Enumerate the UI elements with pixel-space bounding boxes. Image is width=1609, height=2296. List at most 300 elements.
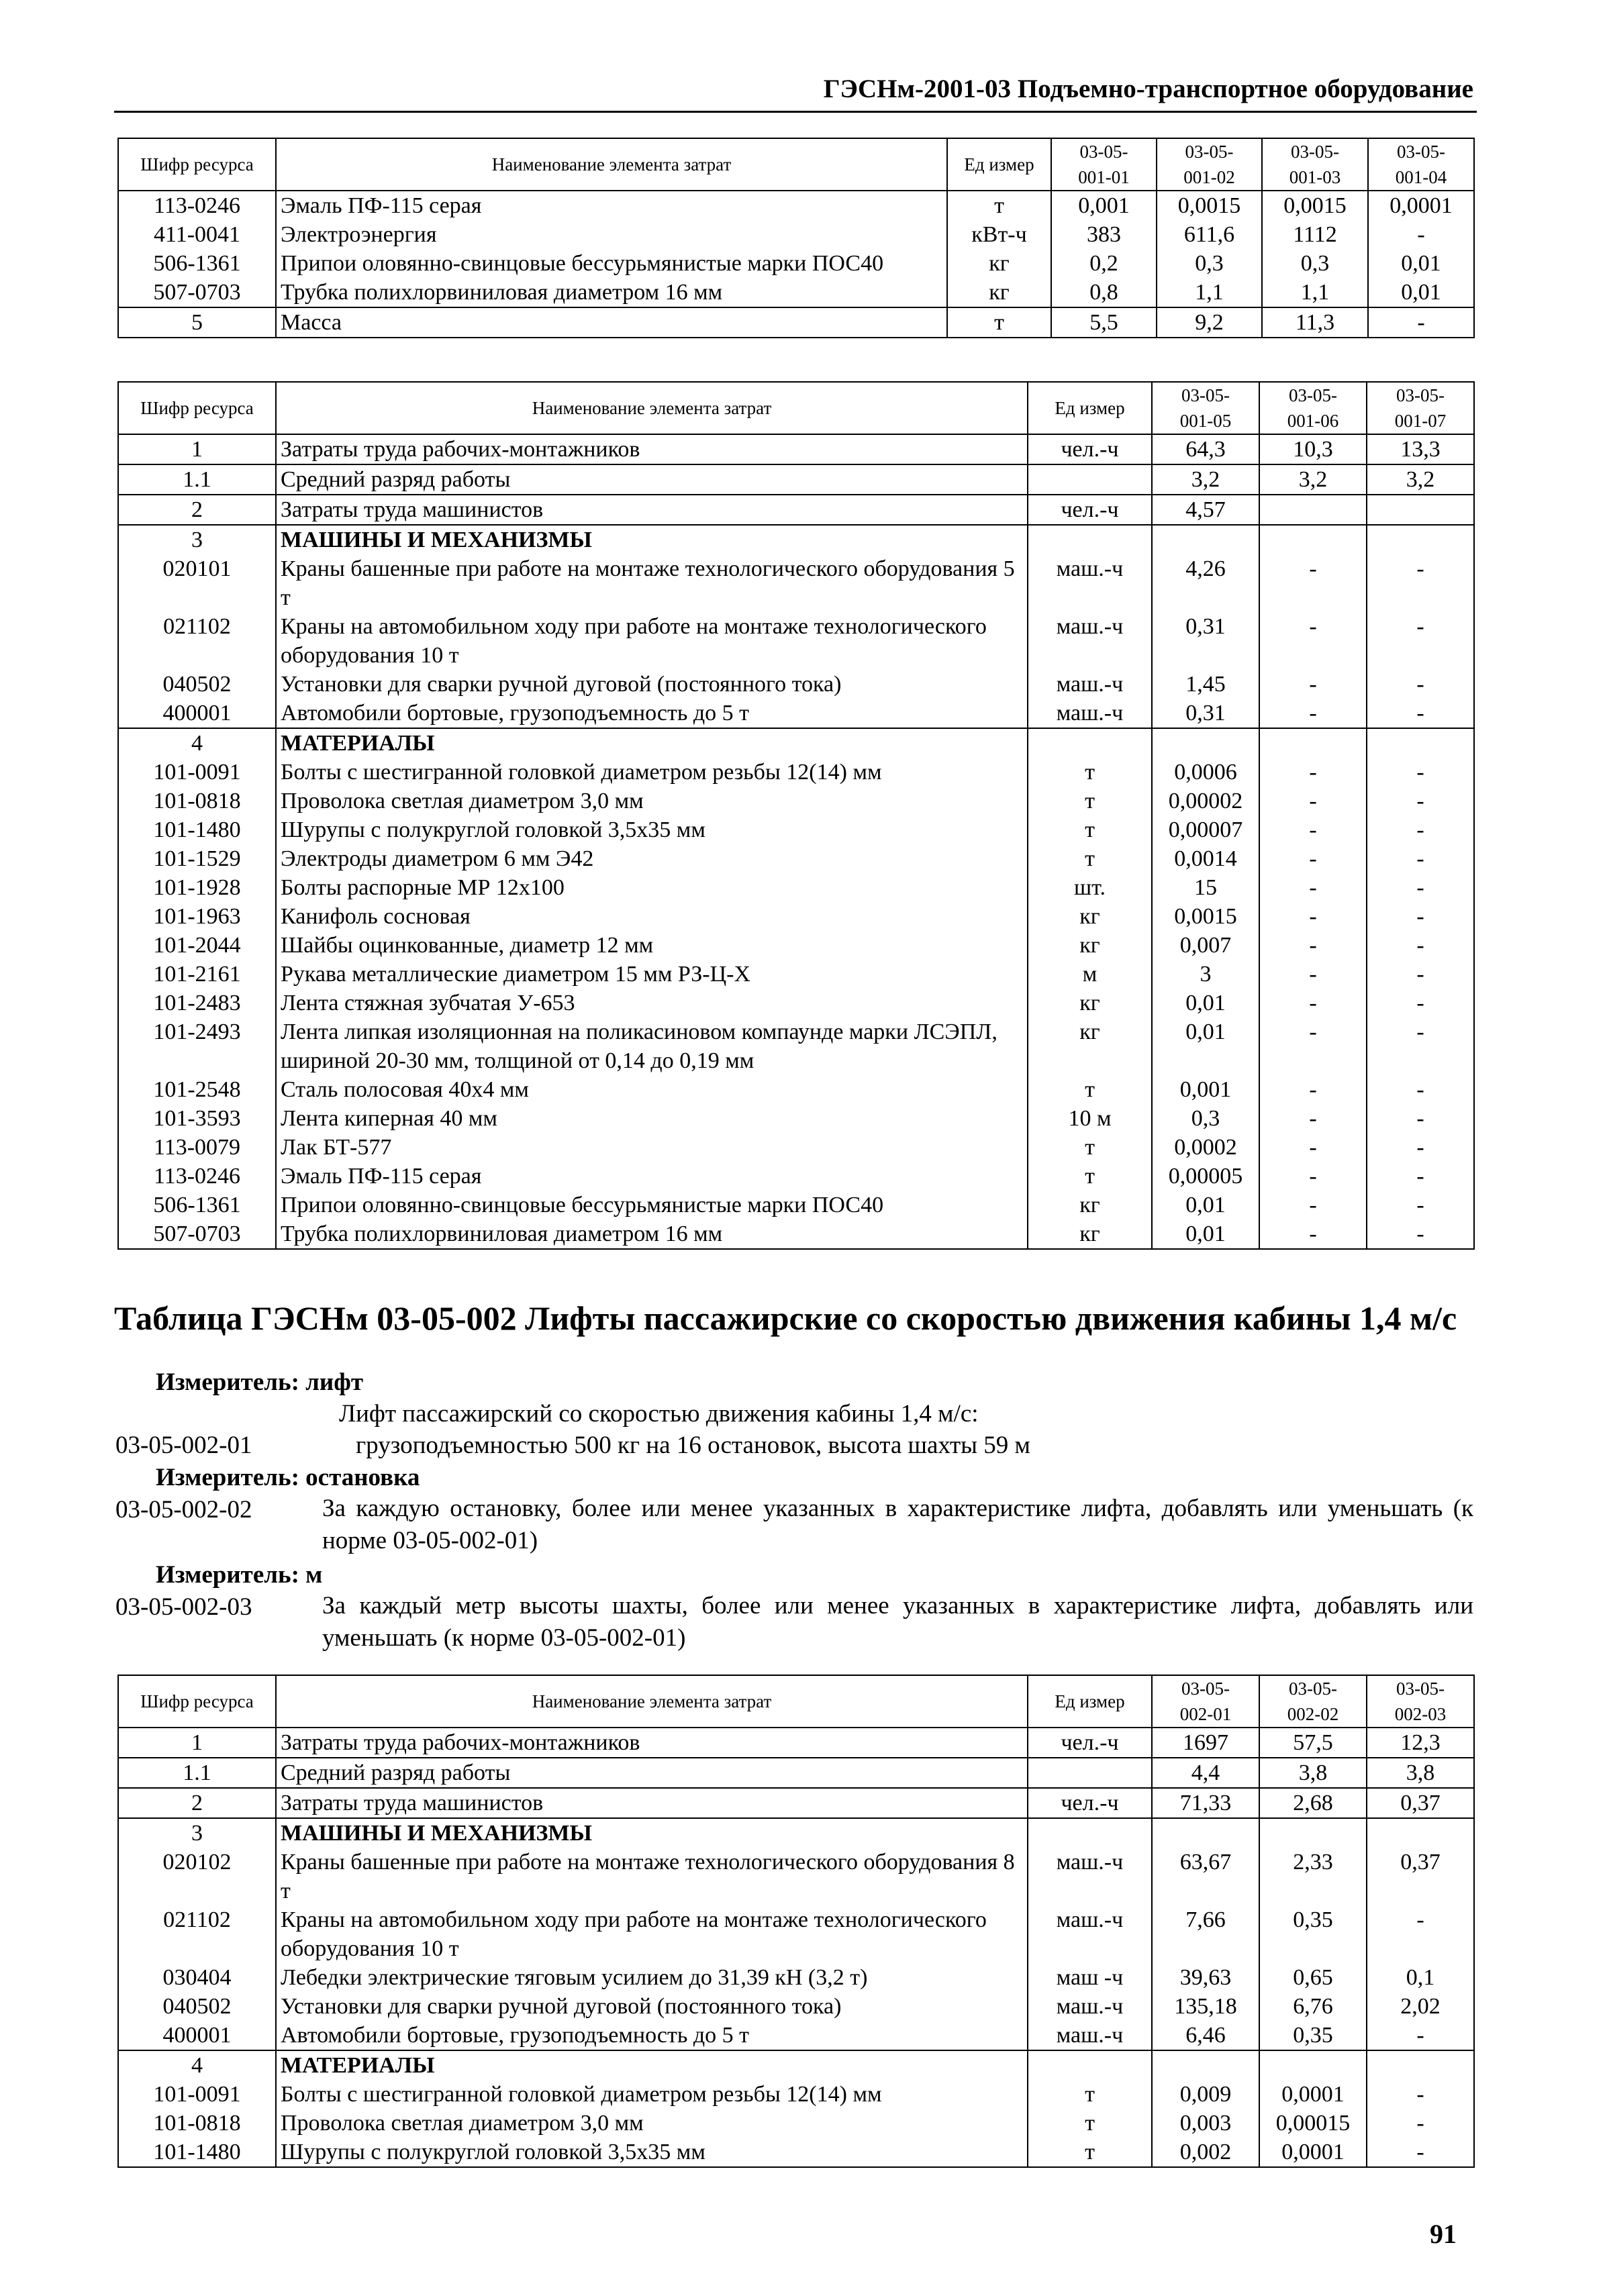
- norm-value: 0,65: [1259, 1963, 1367, 1992]
- norm-value: [1259, 2050, 1367, 2080]
- norm-value: [1152, 525, 1259, 554]
- resource-name: Автомобили бортовые, грузоподъемность до 5 т: [276, 2021, 1028, 2050]
- norm-value: [1367, 728, 1474, 758]
- resource-name: Краны башенные при работе на монтаже технологического оборудования 8 т: [276, 1848, 1028, 1905]
- resource-code: 021102: [118, 1905, 276, 1963]
- resource-unit: чел.-ч: [1028, 495, 1152, 525]
- norm-value: -: [1259, 1017, 1367, 1075]
- resource-code: 3: [118, 1818, 276, 1848]
- norm-value: -: [1367, 989, 1474, 1017]
- table-row: [118, 1758, 1474, 1788]
- resource-table-001-05-07: [117, 381, 1475, 1250]
- norm-value: -: [1367, 699, 1474, 728]
- norm-value: 6,76: [1259, 1992, 1367, 2021]
- norm-value: 39,63: [1152, 1963, 1259, 1992]
- norm-value: -: [1259, 1133, 1367, 1162]
- resource-name: Установки для сварки ручной дуговой (постоянного тока): [276, 1992, 1028, 2021]
- header-norm-code: 03-05- 002-03: [1367, 1675, 1474, 1728]
- norm-value: 3,8: [1367, 1758, 1474, 1788]
- norm-value: -: [1259, 902, 1367, 931]
- table-row: [118, 787, 1474, 815]
- norm-value: 0,01: [1152, 1191, 1259, 1219]
- resource-code: 5: [118, 307, 276, 338]
- norm-value: -: [1367, 1162, 1474, 1191]
- resource-code: 101-1963: [118, 902, 276, 931]
- norm-value: 4,57: [1152, 495, 1259, 525]
- resource-name: Канифоль сосновая: [276, 902, 1028, 931]
- table-row: [118, 1992, 1474, 2021]
- norm-value: -: [1367, 758, 1474, 787]
- resource-unit: [1028, 728, 1152, 758]
- norm-value: 1697: [1152, 1728, 1259, 1758]
- table-row: [118, 1848, 1474, 1905]
- resource-name: Краны на автомобильном ходу при работе на монтаже технологического оборудования 10 т: [276, 1905, 1028, 1963]
- resource-unit: [1028, 2050, 1152, 2080]
- norm-value: -: [1259, 699, 1367, 728]
- norm-value: -: [1367, 2138, 1474, 2167]
- norm-value: 0,35: [1259, 1905, 1367, 1963]
- norm-value: -: [1259, 1104, 1367, 1133]
- norm-value: -: [1367, 960, 1474, 989]
- resource-unit: маш.-ч: [1028, 699, 1152, 728]
- norm-value: 4,26: [1152, 554, 1259, 612]
- resource-unit: маш.-ч: [1028, 1992, 1152, 2021]
- norm-value: -: [1259, 1162, 1367, 1191]
- norm-value: -: [1259, 670, 1367, 699]
- norm-code: 03-05-002-03: [115, 1593, 252, 1621]
- norm-value: 3,8: [1259, 1758, 1367, 1788]
- resource-code: 113-0246: [118, 1162, 276, 1191]
- norm-code: 03-05-002-01: [115, 1432, 252, 1459]
- resource-unit: [1028, 1758, 1152, 1788]
- table-row: [118, 758, 1474, 787]
- norm-value: -: [1367, 1104, 1474, 1133]
- resource-name: МАШИНЫ И МЕХАНИЗМЫ: [276, 525, 1028, 554]
- resource-unit: маш.-ч: [1028, 1848, 1152, 1905]
- table-row: [118, 844, 1474, 873]
- resource-unit: кг: [947, 249, 1051, 278]
- resource-code: 411-0041: [118, 220, 276, 249]
- table-row: [118, 1075, 1474, 1104]
- resource-name: Припои оловянно-свинцовые бессурьмянистые марки ПОС40: [276, 1191, 1028, 1219]
- norm-value: -: [1367, 1191, 1474, 1219]
- norm-value: -: [1259, 873, 1367, 902]
- resource-name: Затраты труда машинистов: [276, 495, 1028, 525]
- header-norm-code: 03-05- 001-04: [1368, 138, 1474, 191]
- norm-value: 0,37: [1367, 1788, 1474, 1818]
- resource-code: 506-1361: [118, 249, 276, 278]
- norm-value: -: [1367, 2080, 1474, 2109]
- norm-value: 0,0015: [1262, 191, 1368, 220]
- table-row: [118, 815, 1474, 844]
- norm-value: 0,3: [1152, 1104, 1259, 1133]
- meter-label: Измеритель:: [156, 1368, 299, 1396]
- table-row: [118, 249, 1474, 278]
- norm-value: 0,0001: [1368, 191, 1474, 220]
- resource-name: Проволока светлая диаметром 3,0 мм: [276, 787, 1028, 815]
- norm-value: 10,3: [1259, 434, 1367, 464]
- resource-name: Автомобили бортовые, грузоподъемность до 5 т: [276, 699, 1028, 728]
- norm-value: -: [1259, 787, 1367, 815]
- norm-value: -: [1367, 931, 1474, 960]
- resource-unit: кг: [1028, 1017, 1152, 1075]
- table-row: [118, 931, 1474, 960]
- resource-name: Шайбы оцинкованные, диаметр 12 мм: [276, 931, 1028, 960]
- resource-unit: т: [1028, 2109, 1152, 2138]
- norm-value: 135,18: [1152, 1992, 1259, 2021]
- norm-value: 2,33: [1259, 1848, 1367, 1905]
- resource-code: 4: [118, 728, 276, 758]
- table-row: [118, 989, 1474, 1017]
- table-row: [118, 278, 1474, 307]
- norm-value: 57,5: [1259, 1728, 1367, 1758]
- norm-value: 4,4: [1152, 1758, 1259, 1788]
- resource-name: Трубка полихлорвиниловая диаметром 16 мм: [276, 1219, 1028, 1249]
- norm-value: -: [1367, 2109, 1474, 2138]
- norm-value: 71,33: [1152, 1788, 1259, 1818]
- resource-code: 101-1529: [118, 844, 276, 873]
- norm-value: 1112: [1262, 220, 1368, 249]
- resource-name: МАШИНЫ И МЕХАНИЗМЫ: [276, 1818, 1028, 1848]
- norm-value: -: [1367, 670, 1474, 699]
- norm-value: -: [1367, 1133, 1474, 1162]
- meter-label: Измеритель:: [156, 1464, 299, 1491]
- norm-value: 2,68: [1259, 1788, 1367, 1818]
- norm-value: 0,37: [1367, 1848, 1474, 1905]
- norm-value: 15: [1152, 873, 1259, 902]
- resource-unit: [1028, 1818, 1152, 1848]
- norm-value: 1,45: [1152, 670, 1259, 699]
- resource-unit: маш -ч: [1028, 1963, 1152, 1992]
- table-row: [118, 1728, 1474, 1758]
- resource-table-001-01-04: [117, 138, 1475, 338]
- norm-value: 3,2: [1367, 464, 1474, 495]
- norm-value: 12,3: [1367, 1728, 1474, 1758]
- norm-value: [1367, 525, 1474, 554]
- resource-unit: чел.-ч: [1028, 1728, 1152, 1758]
- norm-value: -: [1367, 1075, 1474, 1104]
- norm-value: 0,01: [1152, 1017, 1259, 1075]
- norm-value: 0,001: [1152, 1075, 1259, 1104]
- resource-unit: чел.-ч: [1028, 434, 1152, 464]
- resource-name: МАТЕРИАЛЫ: [276, 2050, 1028, 2080]
- table-row: [118, 2109, 1474, 2138]
- norm-value: -: [1259, 554, 1367, 612]
- norm-value: 2,02: [1367, 1992, 1474, 2021]
- resource-name: Проволока светлая диаметром 3,0 мм: [276, 2109, 1028, 2138]
- resource-name: Установки для сварки ручной дуговой (постоянного тока): [276, 670, 1028, 699]
- norm-value: 0,003: [1152, 2109, 1259, 2138]
- resource-code: 4: [118, 2050, 276, 2080]
- header-name: Наименование элемента затрат: [276, 138, 947, 191]
- resource-code: 101-1480: [118, 815, 276, 844]
- norm-description: За каждую остановку, более или менее указанных в характеристике лифта, добавлять или уменьшать (к норме 03-05-002-01): [322, 1495, 1473, 1554]
- norm-value: [1259, 728, 1367, 758]
- norm-value: 0,00002: [1152, 787, 1259, 815]
- resource-name: Электроэнергия: [276, 220, 947, 249]
- resource-name: Масса: [276, 307, 947, 338]
- resource-unit: т: [1028, 1075, 1152, 1104]
- resource-code: 101-2161: [118, 960, 276, 989]
- resource-unit: [1028, 525, 1152, 554]
- resource-unit: т: [1028, 1133, 1152, 1162]
- resource-name: Краны на автомобильном ходу при работе на монтаже технологического оборудования 10 т: [276, 612, 1028, 670]
- header-unit: Ед измер: [947, 138, 1051, 191]
- header-norm-code: 03-05- 001-01: [1051, 138, 1157, 191]
- table-row: [118, 434, 1474, 464]
- resource-code: 030404: [118, 1963, 276, 1992]
- resource-unit: маш.-ч: [1028, 670, 1152, 699]
- norm-value: 0,3: [1157, 249, 1262, 278]
- norm-value: -: [1367, 815, 1474, 844]
- resource-unit: т: [947, 191, 1051, 220]
- resource-name: Электроды диаметром 6 мм Э42: [276, 844, 1028, 873]
- table-row: [118, 1104, 1474, 1133]
- resource-unit: т: [1028, 787, 1152, 815]
- meter-value: остановка: [305, 1464, 420, 1491]
- resource-name: Лебедки электрические тяговым усилием до 31,39 кН (3,2 т): [276, 1963, 1028, 1992]
- resource-name: Затраты труда рабочих-монтажников: [276, 434, 1028, 464]
- resource-code: 101-0091: [118, 2080, 276, 2109]
- table-row: [118, 2021, 1474, 2050]
- norm-value: 64,3: [1152, 434, 1259, 464]
- norm-value: 0,0001: [1259, 2138, 1367, 2167]
- norm-value: -: [1367, 554, 1474, 612]
- norm-value: -: [1367, 612, 1474, 670]
- norm-value: -: [1368, 307, 1474, 338]
- norm-value: 0,007: [1152, 931, 1259, 960]
- resource-name: Болты распорные МР 12х100: [276, 873, 1028, 902]
- header-norm-code: 03-05- 002-01: [1152, 1675, 1259, 1728]
- resource-code: 101-2044: [118, 931, 276, 960]
- resource-name: Рукава металлические диаметром 15 мм РЗ-Ц-Х: [276, 960, 1028, 989]
- resource-code: 1.1: [118, 1758, 276, 1788]
- norm-intro: Лифт пассажирский со скоростью движения кабины 1,4 м/с:: [339, 1400, 979, 1428]
- norm-value: 0,001: [1051, 191, 1157, 220]
- resource-name: Сталь полосовая 40х4 мм: [276, 1075, 1028, 1104]
- resource-unit: кг: [1028, 1191, 1152, 1219]
- resource-name: Эмаль ПФ-115 серая: [276, 191, 947, 220]
- meter-row-2: [156, 1463, 420, 1492]
- norm-value: -: [1259, 844, 1367, 873]
- norm-value: 0,01: [1152, 989, 1259, 1017]
- norm-value: 3: [1152, 960, 1259, 989]
- resource-unit: шт.: [1028, 873, 1152, 902]
- norm-value: [1259, 525, 1367, 554]
- resource-unit: кг: [1028, 1219, 1152, 1249]
- resource-code: 020102: [118, 1848, 276, 1905]
- norm-value: 0,1: [1367, 1963, 1474, 1992]
- resource-unit: м: [1028, 960, 1152, 989]
- resource-unit: т: [947, 307, 1051, 338]
- table-row: [118, 1219, 1474, 1249]
- norm-value: -: [1259, 612, 1367, 670]
- table-row: [118, 2080, 1474, 2109]
- norm-value: 3,2: [1259, 464, 1367, 495]
- header-norm-code: 03-05- 002-02: [1259, 1675, 1367, 1728]
- resource-name: Средний разряд работы: [276, 464, 1028, 495]
- norm-description: За каждый метр высоты шахты, более или менее указанных в характеристике лифта, добавлять или уменьшать (к норме 03-05-002-01): [322, 1592, 1473, 1652]
- norm-value: 0,3: [1262, 249, 1368, 278]
- header-divider: [114, 111, 1477, 113]
- norm-value: -: [1259, 758, 1367, 787]
- resource-name: Затраты труда машинистов: [276, 1788, 1028, 1818]
- resource-unit: маш.-ч: [1028, 1905, 1152, 1963]
- table-row: [118, 960, 1474, 989]
- resource-unit: маш.-ч: [1028, 554, 1152, 612]
- norm-value: 611,6: [1157, 220, 1262, 249]
- resource-name: Болты с шестигранной головкой диаметром резьбы 12(14) мм: [276, 2080, 1028, 2109]
- norm-value: -: [1259, 931, 1367, 960]
- resource-unit: маш.-ч: [1028, 2021, 1152, 2050]
- resource-unit: кг: [1028, 989, 1152, 1017]
- table-row: [118, 464, 1474, 495]
- resource-code: 040502: [118, 1992, 276, 2021]
- norm-value: 0,01: [1152, 1219, 1259, 1249]
- resource-unit: [1028, 464, 1152, 495]
- resource-unit: кВт-ч: [947, 220, 1051, 249]
- norm-value: [1259, 1818, 1367, 1848]
- resource-name: Лак БТ-577: [276, 1133, 1028, 1162]
- norm-value: 0,0001: [1259, 2080, 1367, 2109]
- resource-code: 101-2483: [118, 989, 276, 1017]
- resource-name: Лента стяжная зубчатая У-653: [276, 989, 1028, 1017]
- resource-code: 506-1361: [118, 1191, 276, 1219]
- norm-value: 0,0002: [1152, 1133, 1259, 1162]
- norm-value: 5,5: [1051, 307, 1157, 338]
- table-row: [118, 612, 1474, 670]
- norm-code: 03-05-002-02: [115, 1496, 252, 1524]
- resource-name: Припои оловянно-свинцовые бессурьмянистые марки ПОС40: [276, 249, 947, 278]
- resource-unit: т: [1028, 815, 1152, 844]
- table-row: [118, 495, 1474, 525]
- resource-unit: т: [1028, 1162, 1152, 1191]
- header-code: Шифр ресурса: [118, 382, 276, 434]
- table-row: [118, 1162, 1474, 1191]
- table-row: [118, 1191, 1474, 1219]
- resource-code: 1: [118, 434, 276, 464]
- norm-value: 0,31: [1152, 699, 1259, 728]
- resource-unit: т: [1028, 2138, 1152, 2167]
- norm-value: 0,2: [1051, 249, 1157, 278]
- norm-value: -: [1259, 1191, 1367, 1219]
- table-row: [118, 670, 1474, 699]
- table-row: [118, 525, 1474, 554]
- resource-name: Эмаль ПФ-115 серая: [276, 1162, 1028, 1191]
- resource-name: Лента липкая изоляционная на поликасиновом компаунде марки ЛСЭПЛ, шириной 20-30 мм, толщиной от 0,14 до 0,19 мм: [276, 1017, 1028, 1075]
- norm-value: 0,0015: [1157, 191, 1262, 220]
- resource-code: 1: [118, 1728, 276, 1758]
- table-row: [118, 728, 1474, 758]
- header-unit: Ед измер: [1028, 1675, 1152, 1728]
- resource-unit: кг: [1028, 902, 1152, 931]
- norm-value: 1,1: [1262, 278, 1368, 307]
- resource-unit: чел.-ч: [1028, 1788, 1152, 1818]
- norm-value: [1152, 2050, 1259, 2080]
- norm-value: 0,002: [1152, 2138, 1259, 2167]
- norm-value: -: [1367, 902, 1474, 931]
- norm-value: 0,8: [1051, 278, 1157, 307]
- header-norm-code: 03-05- 001-05: [1152, 382, 1259, 434]
- meter-label: Измеритель:: [156, 1561, 299, 1589]
- header-norm-code: 03-05- 001-02: [1157, 138, 1262, 191]
- resource-unit: т: [1028, 758, 1152, 787]
- header-norm-code: 03-05- 001-06: [1259, 382, 1367, 434]
- norm-value: -: [1259, 1219, 1367, 1249]
- resource-name: Шурупы с полукруглой головкой 3,5х35 мм: [276, 2138, 1028, 2167]
- resource-table-002: [117, 1675, 1475, 2168]
- table-row: [118, 1017, 1474, 1075]
- norm-value: -: [1367, 787, 1474, 815]
- meter-value: лифт: [305, 1368, 363, 1396]
- norm-value: -: [1368, 220, 1474, 249]
- page-number: 91: [1430, 2219, 1457, 2249]
- header-unit: Ед измер: [1028, 382, 1152, 434]
- resource-code: 020101: [118, 554, 276, 612]
- norm-value: 383: [1051, 220, 1157, 249]
- resource-code: 507-0703: [118, 278, 276, 307]
- header-code: Шифр ресурса: [118, 1675, 276, 1728]
- norm-value: -: [1367, 873, 1474, 902]
- norm-value: -: [1367, 2021, 1474, 2050]
- norm-value: 0,35: [1259, 2021, 1367, 2050]
- table-row: [118, 2138, 1474, 2167]
- table-row: [118, 699, 1474, 728]
- table-row: [118, 191, 1474, 220]
- norm-value: 7,66: [1152, 1905, 1259, 1963]
- table-row: [118, 1963, 1474, 1992]
- resource-code: 101-1928: [118, 873, 276, 902]
- table-row: [118, 2050, 1474, 2080]
- norm-value: 1,1: [1157, 278, 1262, 307]
- table-row: [118, 873, 1474, 902]
- header-name: Наименование элемента затрат: [276, 382, 1028, 434]
- norm-value: 0,01: [1368, 249, 1474, 278]
- norm-value: 0,31: [1152, 612, 1259, 670]
- resource-code: 101-3593: [118, 1104, 276, 1133]
- meter-value: м: [305, 1561, 323, 1589]
- resource-code: 400001: [118, 2021, 276, 2050]
- resource-code: 113-0246: [118, 191, 276, 220]
- resource-unit: т: [1028, 2080, 1152, 2109]
- resource-code: 040502: [118, 670, 276, 699]
- resource-code: 2: [118, 1788, 276, 1818]
- resource-code: 101-1480: [118, 2138, 276, 2167]
- norm-description: грузоподъемностью 500 кг на 16 остановок, высота шахты 59 м: [356, 1432, 1030, 1459]
- norm-value: -: [1367, 844, 1474, 873]
- table-row: [118, 1818, 1474, 1848]
- table-row: [118, 1133, 1474, 1162]
- norm-value: [1367, 1818, 1474, 1848]
- resource-code: 507-0703: [118, 1219, 276, 1249]
- norm-value: 0,0014: [1152, 844, 1259, 873]
- norm-value: [1152, 728, 1259, 758]
- header-norm-code: 03-05- 001-07: [1367, 382, 1474, 434]
- header-norm-code: 03-05- 001-03: [1262, 138, 1368, 191]
- norm-value: -: [1259, 960, 1367, 989]
- resource-name: Затраты труда рабочих-монтажников: [276, 1728, 1028, 1758]
- norm-value: -: [1367, 1905, 1474, 1963]
- table-row: [118, 1905, 1474, 1963]
- table-row: [118, 554, 1474, 612]
- table-row: [118, 902, 1474, 931]
- norm-value: 0,0006: [1152, 758, 1259, 787]
- norm-value: 11,3: [1262, 307, 1368, 338]
- norm-value: 0,01: [1368, 278, 1474, 307]
- resource-name: Шурупы с полукруглой головкой 3,5х35 мм: [276, 815, 1028, 844]
- resource-code: 400001: [118, 699, 276, 728]
- resource-code: 021102: [118, 612, 276, 670]
